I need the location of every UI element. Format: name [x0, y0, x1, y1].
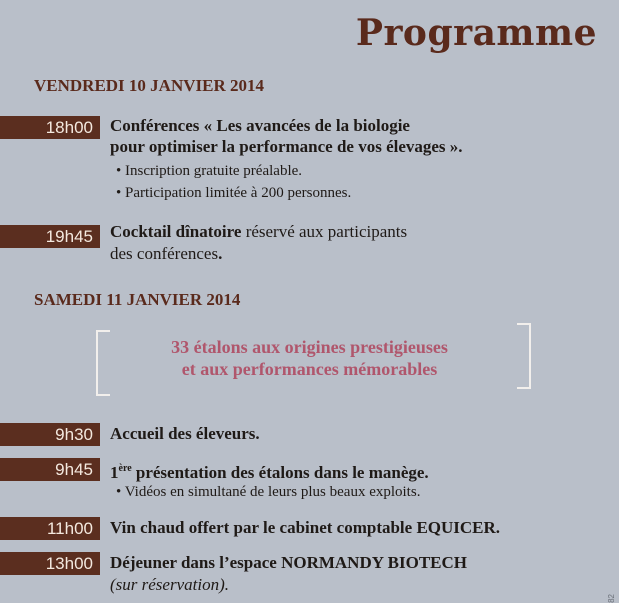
event-cocktail-line-2: [110, 244, 222, 264]
time-badge-9h45: 9h45: [0, 458, 100, 481]
event-presentation-num: 1: [110, 463, 119, 482]
time-badge-19h45: 19h45: [0, 225, 100, 248]
event-conferences-bullet-1: • Inscription gratuite préalable.: [116, 163, 303, 179]
time-badge-11h00: 11h00: [0, 517, 100, 540]
event-dejeuner-line-2: (sur réservation).: [110, 575, 229, 594]
event-cocktail-bold: Cocktail dînatoire: [110, 222, 242, 241]
event-conferences-bullet-2: • Participation limitée à 200 personnes.: [116, 185, 352, 201]
highlight-line-1: 33 étalons aux origines prestigieuses: [171, 337, 448, 357]
time-badge-13h00: 13h00: [0, 552, 100, 575]
page-title: Programme: [355, 12, 597, 54]
time-badge-9h30: 9h30: [0, 423, 100, 446]
event-cocktail-line-1: [110, 222, 407, 242]
event-presentation-line-1: [110, 459, 429, 483]
day-heading-friday: VENDREDI 10 JANVIER 2014: [34, 76, 264, 95]
event-vin-chaud: Vin chaud offert par le cabinet comptable EQUICER.: [110, 518, 501, 537]
event-cocktail-rest: réservé aux participants: [241, 222, 408, 241]
event-presentation-sup: ère: [118, 463, 132, 474]
event-conferences-title-1: Conférences « Les avancées de la biologie: [110, 116, 410, 135]
day-heading-saturday: SAMEDI 11 JANVIER 2014: [34, 290, 241, 309]
highlight-line-2: et aux performances mémorables: [181, 359, 438, 379]
event-presentation-text: présentation des étalons dans le manège.: [131, 463, 429, 482]
highlight-box: [0, 336, 619, 380]
page-number: 82: [607, 594, 616, 603]
event-cocktail-line-2-text: des conférences: [110, 244, 219, 263]
event-presentation-bullet-1: • Vidéos en simultané de leurs plus beaux exploits.: [116, 484, 421, 500]
event-conferences-title-2: pour optimiser la performance de vos élevages ».: [110, 137, 463, 156]
time-badge-18h00: 18h00: [0, 116, 100, 139]
event-cocktail-line-2-end: .: [218, 244, 223, 263]
event-dejeuner-line-1: Déjeuner dans l’espace NORMANDY BIOTECH: [110, 553, 467, 572]
event-accueil: Accueil des éleveurs.: [110, 424, 260, 443]
